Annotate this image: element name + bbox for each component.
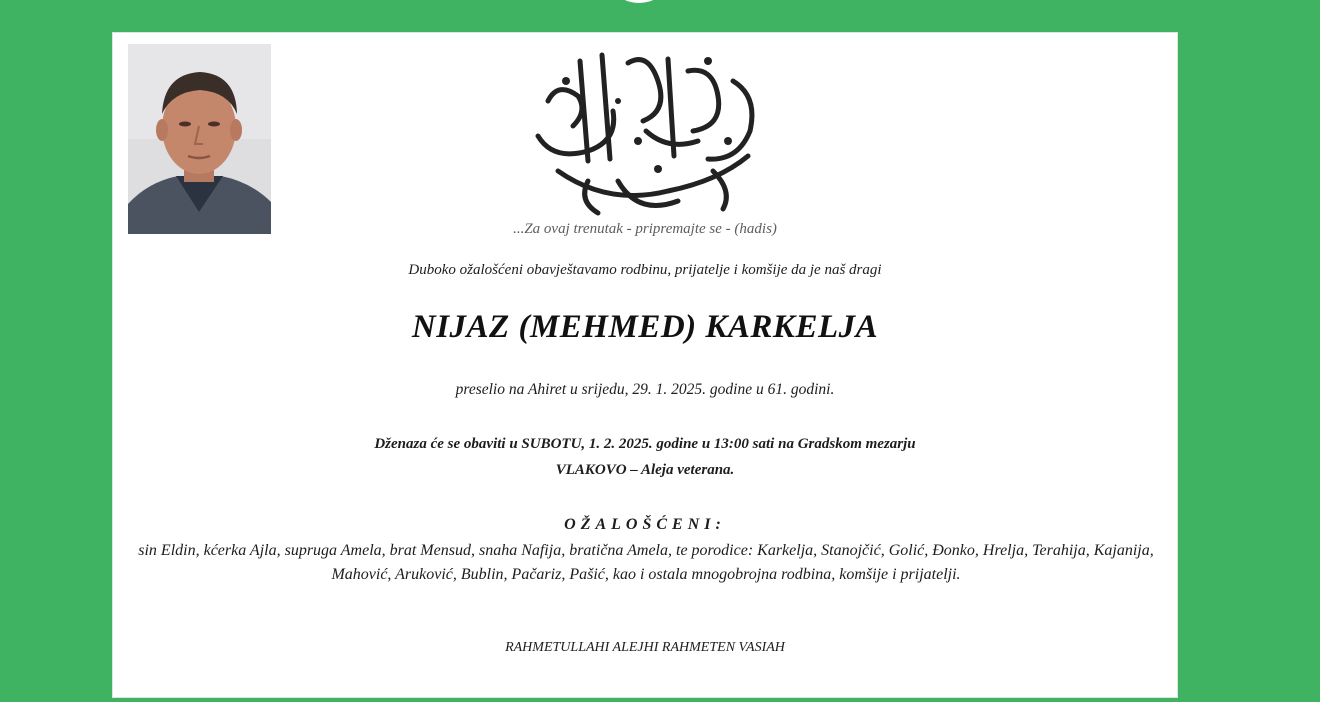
hadis-quote: ...Za ovaj trenutak - pripremajte se - (hadis) [513,221,777,237]
closing-prayer: RAHMETULLAHI ALEJHI RAHMETEN VASIAH [505,640,785,655]
crescent-icon [598,0,680,14]
intro-text: Duboko ožalošćeni obavještavamo rodbinu, prijatelje i komšije da je naš dragi [408,262,882,278]
funeral-line-2: VLAKOVO – Aleja veterana. [555,462,735,478]
arabic-calligraphy-emblem [518,41,773,221]
deceased-name: NIJAZ (MEHMED) KARKELJA [411,309,879,345]
mourners-heading: OŽALOŠĆENI: [564,516,726,533]
portrait-photo [128,44,271,234]
funeral-info [113,431,1177,483]
obituary-card [112,32,1178,698]
funeral-line-1: Dženaza će se obaviti u SUBOTU, 1. 2. 2025. godine u 13:00 sati na Gradskom mezarju [374,436,916,452]
death-date-text: preselio na Ahiret u srijedu, 29. 1. 2025. godine u 61. godini. [455,381,835,398]
mourners-list: sin Eldin, kćerka Ajla, supruga Amela, brat Mensud, snaha Nafija, bratična Amela, te porodice: Karkelja, Stanojčić, Golić, Đonko, Hrelja, Terahija, Kajanija, Mahović, Aruković, Bublin, Pačariz, Pašić, kao i ostala mnogobrojna rodbina, komšije i prijatelji. [138,542,1154,583]
